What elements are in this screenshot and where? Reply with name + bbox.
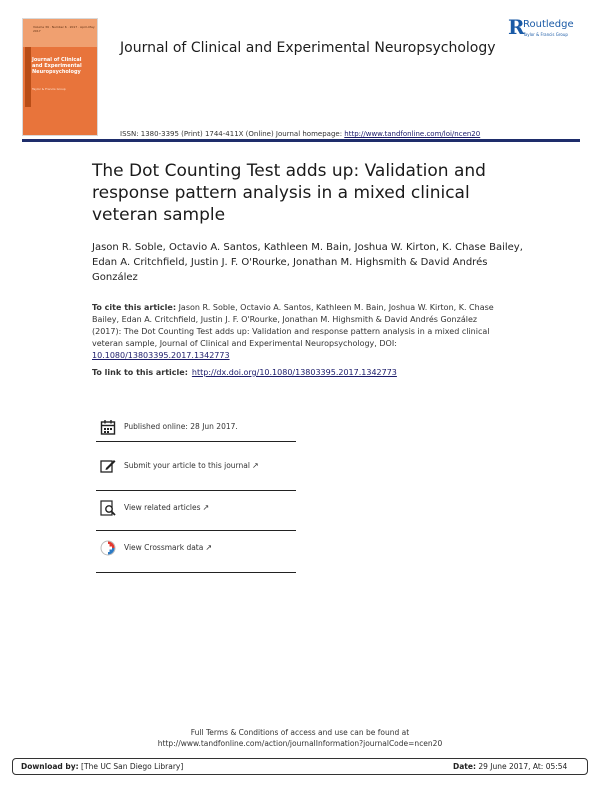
cover-top-band	[23, 19, 97, 47]
issn-text: ISSN: 1380-3395 (Print) 1744-411X (Online) Journal homepage:	[120, 130, 345, 138]
published-online-row	[96, 413, 296, 442]
article-title: The Dot Counting Test adds up: Validation and response pattern analysis in a mixed clinical veteran sample	[92, 161, 486, 225]
publisher-subtitle: Taylor & Francis Group	[523, 32, 568, 37]
external-link-icon: ↗	[205, 543, 213, 552]
external-link-icon: ↗	[202, 503, 210, 512]
journal-cover-image	[22, 18, 98, 136]
journal-title: Journal of Clinical and Experimental Neuropsychology	[120, 40, 496, 56]
search-icon	[100, 500, 116, 516]
cover-accent-bar	[25, 47, 31, 107]
related-articles-link[interactable]: View related articles ↗	[124, 503, 210, 512]
crossmark-icon	[100, 540, 116, 556]
publisher-name: Routledge	[523, 19, 574, 30]
article-doi-url[interactable]: http://dx.doi.org/10.1080/13803395.2017.1342773	[191, 368, 397, 377]
citation-block	[92, 302, 502, 362]
issn-line	[120, 130, 480, 138]
citation-doi-link[interactable]: 10.1080/13803395.2017.1342773	[92, 351, 230, 360]
external-link-icon: ↗	[251, 461, 259, 470]
submit-article-link[interactable]: Submit your article to this journal ↗	[124, 461, 259, 470]
cover-title: Journal of Clinical and Experimental Neuropsychology	[32, 57, 82, 75]
article-authors: Jason R. Soble, Octavio A. Santos, Kathleen M. Bain, Joshua W. Kirton, K. Chase Bailey, Edan A. Critchfield, Justin J. F. O'Rourke, Jonathan M. Highsmith & David Andrés González	[92, 242, 523, 283]
routledge-r-icon: R	[508, 15, 525, 39]
publisher-logo	[508, 16, 588, 42]
edit-icon	[100, 458, 116, 474]
downloaded-by: Download by: [The UC San Diego Library]	[21, 762, 184, 771]
submit-article-row[interactable]	[96, 452, 296, 491]
article-link-label: To link to this article:	[92, 368, 188, 377]
cover-issue-line: Volume 39 · Number 6 · 2017 · April–May 2017	[33, 25, 95, 33]
terms-url-link[interactable]: http://www.tandfonline.com/action/journalInformation?journalCode=ncen20	[157, 739, 443, 748]
related-articles-row[interactable]	[96, 494, 296, 531]
article-link-line	[92, 368, 397, 377]
cover-subtitle: Taylor & Francis Group	[32, 87, 66, 91]
terms-line-1: Full Terms & Conditions of access and use can be found at	[190, 728, 410, 737]
header-divider	[22, 139, 580, 142]
download-date: Date: 29 June 2017, At: 05:54	[453, 762, 568, 771]
crossmark-row[interactable]	[96, 534, 296, 573]
citation-label: To cite this article:	[92, 303, 177, 312]
terms-notice	[0, 727, 600, 749]
crossmark-link[interactable]: View Crossmark data ↗	[124, 543, 213, 552]
journal-homepage-link[interactable]: http://www.tandfonline.com/loi/ncen20	[344, 130, 481, 138]
published-online-text: Published online: 28 Jun 2017.	[124, 422, 238, 431]
citation-text: Jason R. Soble, Octavio A. Santos, Kathleen M. Bain, Joshua W. Kirton, K. Chase Bailey, Edan A. Critchfield, Justin J. F. O'Rourke, Jonathan M. Highsmith & David Andrés González (2017): The Dot Counting Test adds up: Validation and response pattern analysis in a mixed clinical veteran sample, Journal of Clinical and Experimental Neuropsychology, DOI:	[92, 303, 494, 348]
download-info-bar	[12, 758, 588, 775]
calendar-icon	[100, 419, 116, 435]
